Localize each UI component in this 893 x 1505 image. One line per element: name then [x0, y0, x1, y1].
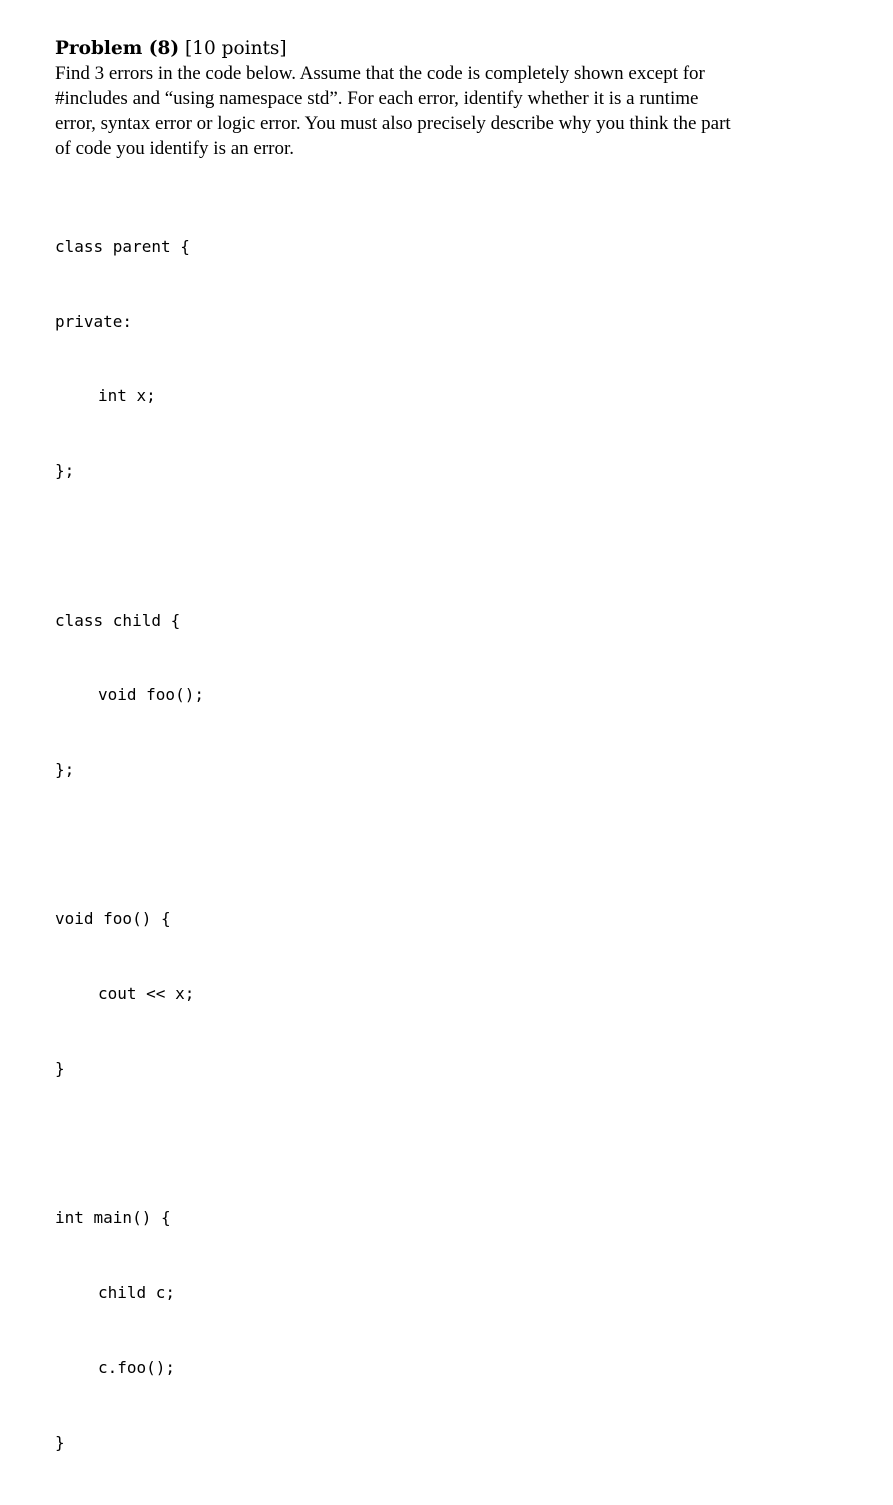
code-line: void foo() { [55, 909, 171, 929]
code-line: cout << x; [98, 984, 195, 1004]
code-line: int x; [98, 386, 156, 406]
code-block-parent-class [55, 185, 845, 534]
code-line: }; [55, 759, 75, 779]
code-block-child-class [55, 559, 845, 833]
statement-line: Find 3 errors in the code below. Assume that the code is completely shown except for [55, 63, 705, 84]
problem-title: Problem (8) [55, 38, 180, 59]
code-line: }; [55, 460, 75, 480]
statement-line: #includes and “using namespace std”. For each error, identify whether it is a runtime [55, 88, 699, 109]
statement-line: of code you identify is an error. [55, 138, 295, 159]
code-block-main-function [55, 1157, 845, 1505]
code-line: c.foo(); [98, 1357, 176, 1377]
code-line: class child { [55, 610, 181, 630]
statement-line: error, syntax error or logic error. You must also precisely describe why you think the part [55, 113, 731, 134]
problem-header [55, 36, 845, 61]
code-line: private: [55, 311, 133, 331]
problem-statement [55, 61, 835, 161]
code-line: } [55, 1058, 65, 1078]
document-page [55, 36, 845, 1505]
code-line: int main() { [55, 1208, 171, 1228]
code-line: child c; [98, 1283, 176, 1303]
problem-points: [10 points] [185, 38, 287, 59]
code-line: class parent { [55, 236, 190, 256]
code-line: void foo(); [98, 685, 204, 705]
code-line: } [55, 1432, 65, 1452]
code-block-foo-function [55, 858, 845, 1132]
